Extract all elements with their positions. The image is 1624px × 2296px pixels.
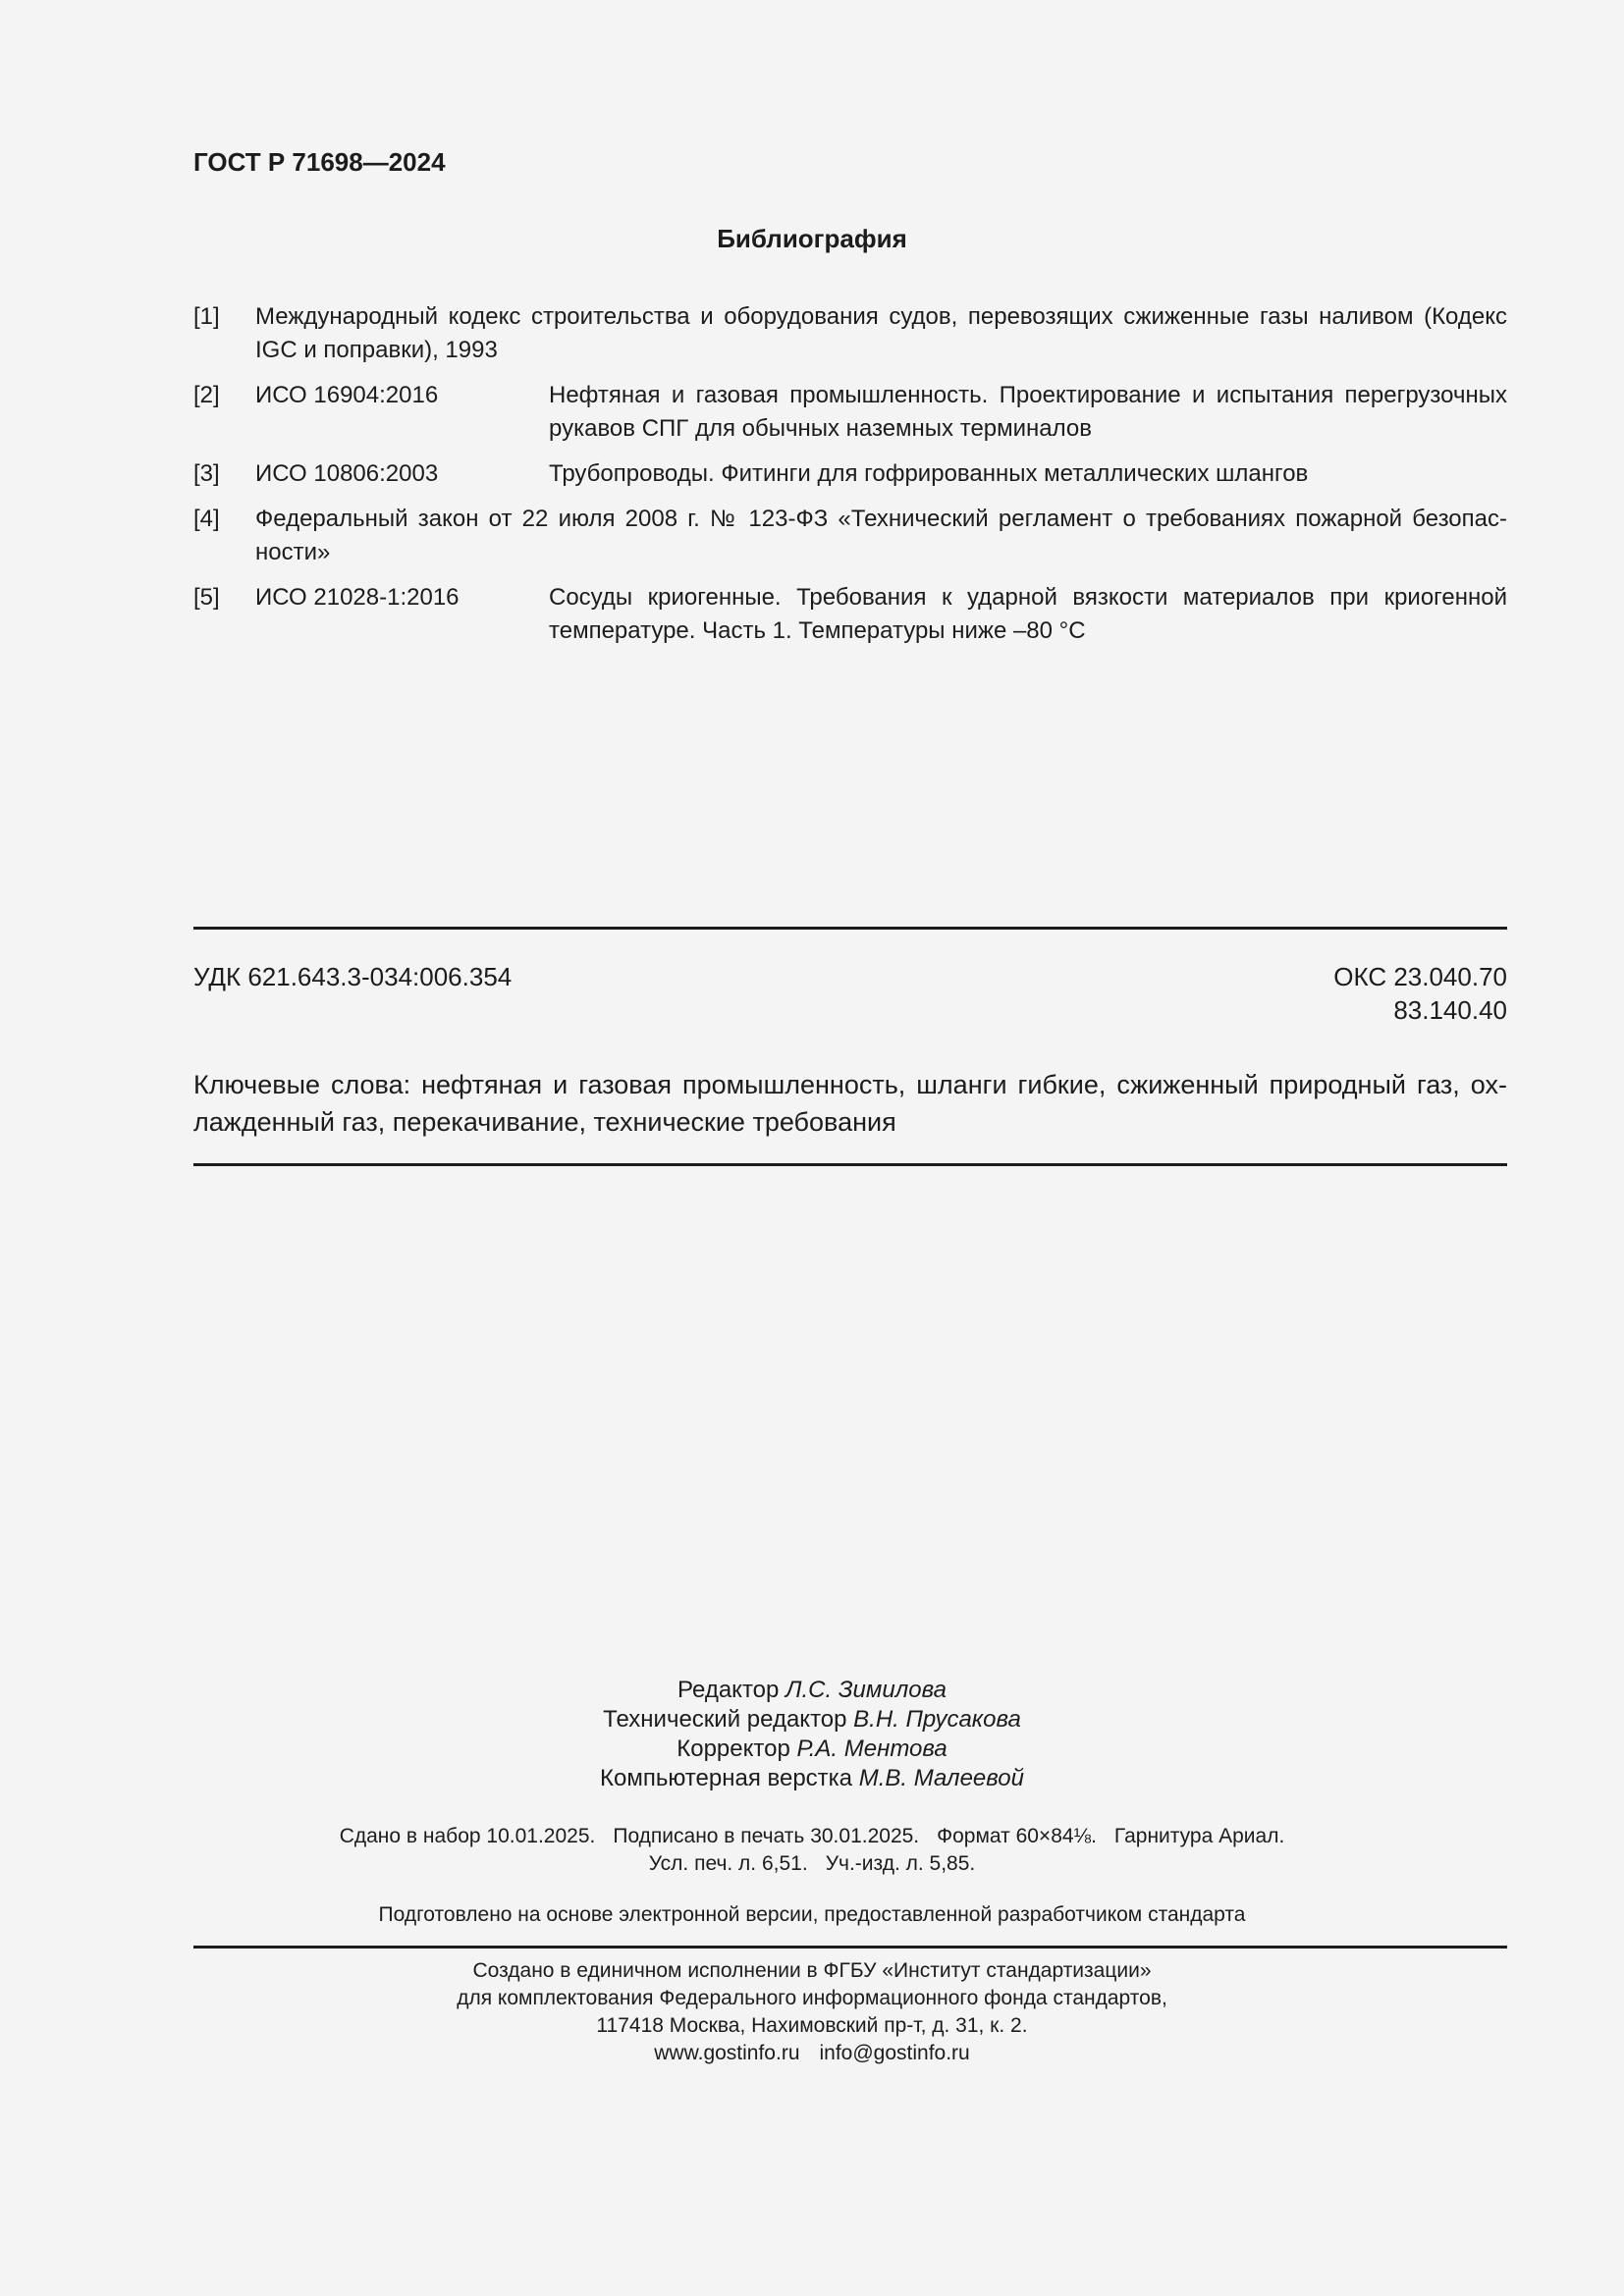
publisher-address: 117418 Москва, Нахимовский пр-т, д. 31, к. 2. [596, 2014, 1028, 2037]
print-info [0, 1823, 1624, 1878]
entry-title: Международный кодекс строительства и оборудования судов, перевозящих сжиженные газы наливом (Кодекс IGC и поправки), 1993 [255, 303, 1507, 363]
layout-line [0, 1764, 1624, 1793]
print-info-line-1 [0, 1823, 1624, 1850]
bibliography-entry-5 [193, 581, 1507, 648]
print-sheets: Усл. печ. л. 6,51. [648, 1852, 808, 1875]
entry-title: Сосуды криогенные. Требования к ударной вязкости материалов при криогенной температуре. Часть 1. Температуры ниже –80 °С [549, 584, 1507, 644]
paper-format: Формат 60×84⅛. [937, 1825, 1097, 1847]
entry-number: [3] [193, 460, 220, 487]
publisher-block [0, 1957, 1624, 2067]
publisher-line-1: Создано в единичном исполнении в ФГБУ «Институт стандартизации» [472, 1959, 1152, 1982]
entry-title: Федеральный закон от 22 июля 2008 г. № 123-ФЗ «Технический регламент о требованиях пожарной безопасности» [255, 506, 1507, 565]
entry-number: [1] [193, 303, 220, 330]
footer-divider [193, 1946, 1507, 1949]
tech-editor-role: Технический редактор [603, 1706, 847, 1733]
entry-code: ИСО 21028-1:2016 [255, 584, 460, 611]
top-divider [193, 927, 1507, 930]
bibliography-title: Библиография [717, 224, 907, 253]
entry-title: Трубопроводы. Фитинги для гофрированных металлических шлангов [549, 460, 1309, 487]
tech-editor-line [0, 1705, 1624, 1735]
bibliography-entry-4 [193, 503, 1507, 569]
layout-name: М.В. Малеевой [858, 1765, 1024, 1791]
credits-block [0, 1676, 1624, 1793]
editor-line [0, 1676, 1624, 1705]
proofreader-role: Корректор [677, 1735, 790, 1762]
entry-number: [2] [193, 382, 220, 408]
bibliography-entry-2 [193, 379, 1507, 446]
website-link[interactable]: www.gostinfo.ru [654, 2042, 800, 2064]
signed-date: Подписано в печать 30.01.2025. [613, 1825, 920, 1847]
udk-code: УДК 621.643.3-034:006.354 [193, 962, 513, 991]
entry-title: Нефтяная и газовая промышленность. Проектирование и испытания перегрузочных рукавов СПГ для обычных наземных терминалов [549, 382, 1507, 442]
prepared-note: Подготовлено на основе электронной версии, предоставленной разработчиком стандарта [378, 1903, 1246, 1926]
publishing-sheets: Уч.-изд. л. 5,85. [825, 1852, 976, 1875]
bibliography-entry-1 [193, 300, 1507, 367]
oks-codes [1333, 960, 1507, 1027]
entry-code: ИСО 16904:2016 [255, 382, 439, 408]
keywords: Ключевые слова: нефтяная и газовая промышленность, шланги гибкие, сжиженный природный газ, охлажденный газ, перекачивание, технические требования [193, 1070, 1507, 1137]
proofreader-line [0, 1735, 1624, 1764]
oks-code-1: ОКС 23.040.70 [1333, 962, 1507, 991]
oks-code-2: 83.140.40 [1393, 995, 1507, 1025]
editor-name: Л.С. Зимилова [785, 1677, 947, 1703]
typeface: Гарнитура Ариал. [1113, 1825, 1285, 1847]
entry-code: ИСО 10806:2003 [255, 460, 439, 487]
publisher-links [0, 2040, 1624, 2067]
print-info-line-2 [0, 1850, 1624, 1878]
tech-editor-name: В.Н. Прусакова [853, 1706, 1021, 1733]
bibliography-entry-3 [193, 457, 1507, 491]
publisher-line-2: для комплектования Федерального информационного фонда стандартов, [457, 1987, 1167, 2009]
email-link[interactable]: info@gostinfo.ru [819, 2042, 970, 2064]
bibliography-list [193, 300, 1507, 660]
document-number: ГОСТ Р 71698—2024 [193, 147, 446, 177]
proofreader-name: Р.А. Ментова [796, 1735, 947, 1762]
keywords-divider [193, 1163, 1507, 1166]
entry-number: [5] [193, 584, 220, 611]
typeset-date: Сдано в набор 10.01.2025. [339, 1825, 596, 1847]
layout-role: Компьютерная верстка [600, 1765, 853, 1791]
entry-number: [4] [193, 506, 220, 532]
editor-role: Редактор [677, 1677, 780, 1703]
